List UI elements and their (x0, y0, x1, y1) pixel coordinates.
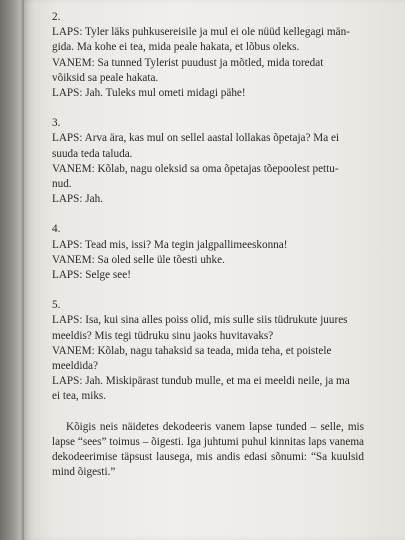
dialogue-line: LAPS: Selge see! (52, 269, 131, 282)
section-gap (52, 283, 364, 298)
section-number: 3. (52, 117, 61, 130)
example-section (52, 116, 364, 207)
section-gap (52, 101, 364, 116)
dialogue-line: LAPS: Arva ära, kas mul on sellel aastal lollakas õpetaja? Ma ei (52, 132, 340, 145)
dialogue-line: gida. Ma kohe ei tea, mida peale hakata, et lõbus oleks. (52, 41, 300, 54)
section-number: 4. (52, 223, 61, 236)
dialogue-line: LAPS: Jah. Miskipärast tundub mulle, et ma ei meeldi neile, ja ma (52, 375, 350, 388)
dialogue-line: VANEM: Sa oled selle üle tõesti uhke. (52, 253, 225, 266)
section-number: 2. (52, 11, 61, 23)
dialogue-line: LAPS: Jah. Tuleks mul ometi midagi pähe! (52, 87, 246, 100)
dialogue-line: VANEM: Kõlab, nagu tahaksid sa teada, mida teha, et poistele (52, 344, 332, 357)
example-section (52, 222, 364, 283)
section-number: 5. (52, 299, 61, 312)
dialogue-line: suuda teda taluda. (52, 147, 133, 160)
dialogue-line: VANEM: Kõlab, nagu oleksid sa oma õpetajas tõepoolest pettu- (52, 162, 339, 175)
dialogue-line: meeldida? (52, 360, 98, 373)
dialogue-line: LAPS: Tead mis, issi? Ma tegin jalgpallimeeskonna! (52, 238, 288, 251)
example-section (52, 10, 364, 101)
dialogue-line: meeldis? Mis tegi tüdruku sinu jaoks huvitavaks? (52, 329, 274, 342)
dialogue-line: ei tea, miks. (52, 390, 107, 403)
dialogue-line: LAPS: Isa, kui sina alles poiss olid, mis sulle siis tüdrukute juures (52, 314, 348, 327)
page-text (52, 10, 364, 480)
section-gap (52, 207, 364, 222)
dialogue-line: LAPS: Jah. (52, 193, 103, 206)
dialogue-line: nud. (52, 178, 72, 191)
section-gap (52, 405, 364, 420)
closing-paragraph: Kõigis neis näidetes dekodeeris vanem lapse tunded – selle, mis lapse “sees” toimus – õigesti. Iga juhtumi puhul kinnitas laps vanema dekodeerimise täpsust lausega, mis andis edasi sõnumi: “Sa kuulsid mind õigesti.” (52, 420, 364, 479)
dialogue-line: LAPS: Tyler läks puhkusereisile ja mul ei ole nüüd kellegagi män- (52, 26, 350, 39)
dialogue-line: võiksid sa peale hakata. (52, 71, 159, 84)
example-section (52, 298, 364, 404)
dialogue-line: VANEM: Sa tunned Tylerist puudust ja mõtled, mida toredat (52, 56, 324, 69)
